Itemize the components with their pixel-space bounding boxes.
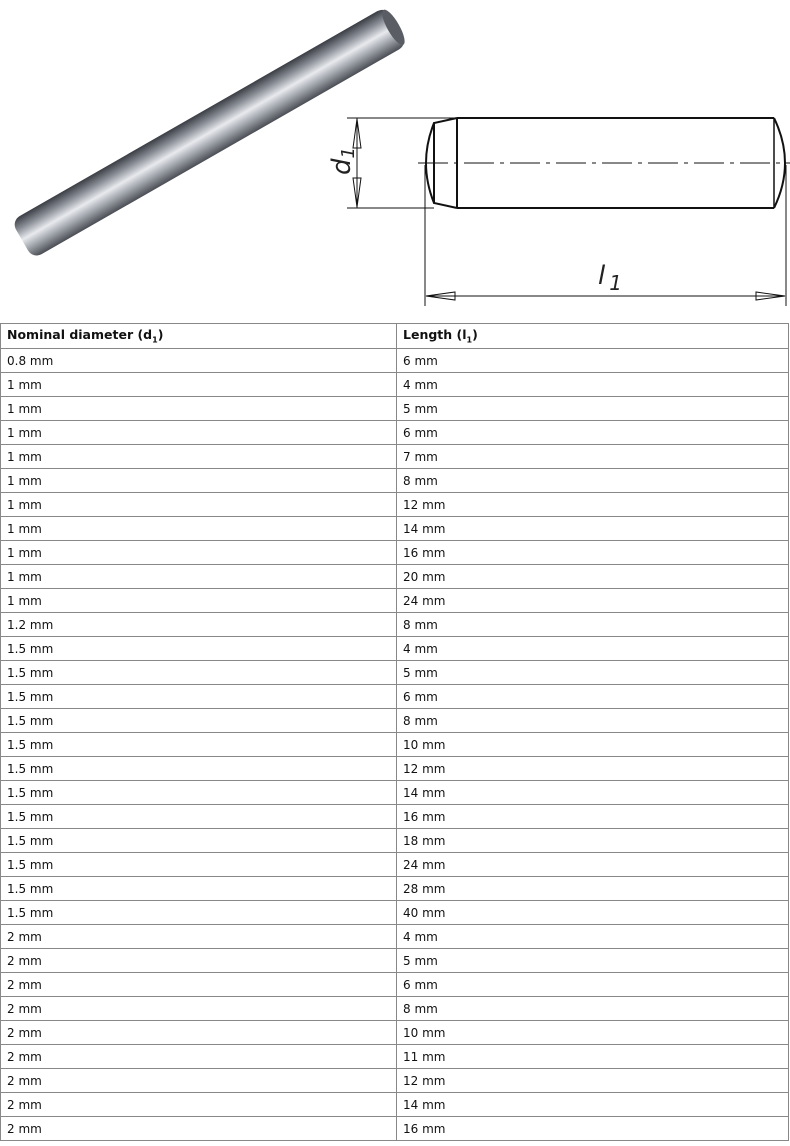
technical-drawing bbox=[347, 118, 790, 306]
table-row bbox=[1, 925, 789, 949]
table-row bbox=[1, 565, 789, 589]
table-row bbox=[1, 877, 789, 901]
diameter-cell: 1 mm bbox=[1, 373, 397, 397]
length-cell: 28 mm bbox=[397, 877, 789, 901]
length-cell: 6 mm bbox=[397, 685, 789, 709]
diameter-cell: 1 mm bbox=[1, 541, 397, 565]
table-row bbox=[1, 829, 789, 853]
table-row bbox=[1, 709, 789, 733]
length-cell: 20 mm bbox=[397, 565, 789, 589]
table-row bbox=[1, 637, 789, 661]
diameter-cell: 2 mm bbox=[1, 949, 397, 973]
diameter-cell: 1 mm bbox=[1, 397, 397, 421]
table-row bbox=[1, 1117, 789, 1141]
length-cell: 24 mm bbox=[397, 589, 789, 613]
length-cell: 8 mm bbox=[397, 469, 789, 493]
length-cell: 14 mm bbox=[397, 781, 789, 805]
diameter-cell: 0.8 mm bbox=[1, 349, 397, 373]
diameter-cell: 1.2 mm bbox=[1, 613, 397, 637]
product-figure bbox=[0, 0, 790, 320]
table-row bbox=[1, 805, 789, 829]
table-row bbox=[1, 973, 789, 997]
table-row bbox=[1, 661, 789, 685]
length-cell: 8 mm bbox=[397, 613, 789, 637]
table-row bbox=[1, 541, 789, 565]
table-row bbox=[1, 373, 789, 397]
diameter-cell: 1.5 mm bbox=[1, 853, 397, 877]
length-cell: 4 mm bbox=[397, 925, 789, 949]
length-cell: 8 mm bbox=[397, 997, 789, 1021]
length-cell: 12 mm bbox=[397, 493, 789, 517]
diameter-cell: 1.5 mm bbox=[1, 877, 397, 901]
diameter-cell: 2 mm bbox=[1, 1117, 397, 1141]
diameter-cell: 1 mm bbox=[1, 469, 397, 493]
length-cell: 40 mm bbox=[397, 901, 789, 925]
length-cell: 14 mm bbox=[397, 1093, 789, 1117]
length-cell: 5 mm bbox=[397, 661, 789, 685]
table-row bbox=[1, 589, 789, 613]
table-row bbox=[1, 853, 789, 877]
diameter-cell: 1.5 mm bbox=[1, 709, 397, 733]
diameter-cell: 2 mm bbox=[1, 1093, 397, 1117]
diameter-cell: 2 mm bbox=[1, 925, 397, 949]
table-row bbox=[1, 517, 789, 541]
length-label: l $_1$ bbox=[598, 261, 622, 295]
length-cell: 4 mm bbox=[397, 373, 789, 397]
diameter-cell: 1.5 mm bbox=[1, 661, 397, 685]
diameter-cell: 1 mm bbox=[1, 421, 397, 445]
table-row bbox=[1, 1045, 789, 1069]
table-row bbox=[1, 1069, 789, 1093]
table-row bbox=[1, 349, 789, 373]
dowel-pin-photo bbox=[11, 5, 409, 259]
length-cell: 6 mm bbox=[397, 349, 789, 373]
length-cell: 16 mm bbox=[397, 1117, 789, 1141]
diameter-cell: 1.5 mm bbox=[1, 805, 397, 829]
length-cell: 6 mm bbox=[397, 421, 789, 445]
table-row bbox=[1, 997, 789, 1021]
length-cell: 16 mm bbox=[397, 805, 789, 829]
diameter-cell: 1 mm bbox=[1, 493, 397, 517]
diameter-cell: 1 mm bbox=[1, 589, 397, 613]
length-cell: 5 mm bbox=[397, 949, 789, 973]
diameter-cell: 2 mm bbox=[1, 1045, 397, 1069]
length-cell: 4 mm bbox=[397, 637, 789, 661]
table-row bbox=[1, 733, 789, 757]
dimensions-table bbox=[0, 323, 789, 1141]
header-length: Length $(l_1)$ bbox=[397, 324, 789, 349]
header-nominal-diameter: Nominal diameter $(d_1)$ bbox=[1, 324, 397, 349]
diameter-cell: 1.5 mm bbox=[1, 637, 397, 661]
table-row bbox=[1, 757, 789, 781]
length-cell: 12 mm bbox=[397, 757, 789, 781]
diameter-cell: 1.5 mm bbox=[1, 685, 397, 709]
length-cell: 8 mm bbox=[397, 709, 789, 733]
table-row bbox=[1, 1021, 789, 1045]
diameter-cell: 1.5 mm bbox=[1, 781, 397, 805]
length-cell: 16 mm bbox=[397, 541, 789, 565]
table-header-row bbox=[1, 324, 789, 349]
table-row bbox=[1, 445, 789, 469]
diameter-cell: 1 mm bbox=[1, 517, 397, 541]
diameter-cell: 2 mm bbox=[1, 1069, 397, 1093]
diameter-label: d1 bbox=[327, 147, 359, 175]
length-cell: 7 mm bbox=[397, 445, 789, 469]
length-cell: 12 mm bbox=[397, 1069, 789, 1093]
table-row bbox=[1, 685, 789, 709]
table-row bbox=[1, 613, 789, 637]
length-cell: 14 mm bbox=[397, 517, 789, 541]
table-row bbox=[1, 781, 789, 805]
diameter-cell: 1.5 mm bbox=[1, 829, 397, 853]
diameter-cell: 1 mm bbox=[1, 445, 397, 469]
diameter-cell: 2 mm bbox=[1, 973, 397, 997]
length-cell: 6 mm bbox=[397, 973, 789, 997]
table-row bbox=[1, 949, 789, 973]
diameter-cell: 1.5 mm bbox=[1, 757, 397, 781]
length-cell: 10 mm bbox=[397, 733, 789, 757]
table-row bbox=[1, 1093, 789, 1117]
length-cell: 5 mm bbox=[397, 397, 789, 421]
table-row bbox=[1, 397, 789, 421]
table-row bbox=[1, 469, 789, 493]
diameter-cell: 1 mm bbox=[1, 565, 397, 589]
table-row bbox=[1, 493, 789, 517]
table-row bbox=[1, 421, 789, 445]
diameter-cell: 2 mm bbox=[1, 1021, 397, 1045]
length-cell: 11 mm bbox=[397, 1045, 789, 1069]
length-cell: 18 mm bbox=[397, 829, 789, 853]
table-row bbox=[1, 901, 789, 925]
length-cell: 10 mm bbox=[397, 1021, 789, 1045]
diameter-cell: 1.5 mm bbox=[1, 901, 397, 925]
diameter-cell: 1.5 mm bbox=[1, 733, 397, 757]
length-cell: 24 mm bbox=[397, 853, 789, 877]
diameter-cell: 2 mm bbox=[1, 997, 397, 1021]
